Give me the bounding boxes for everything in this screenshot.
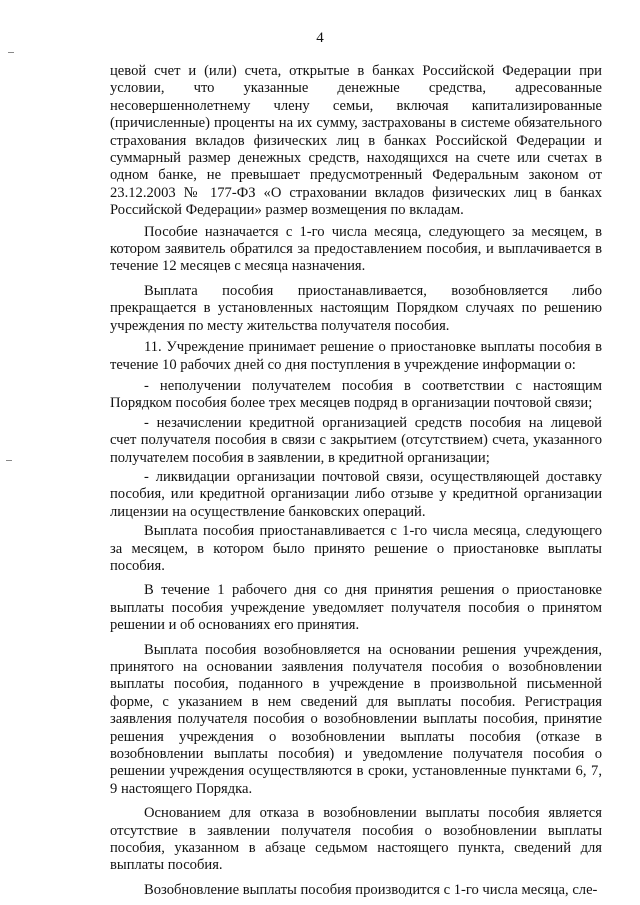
paragraph: Пособие назначается с 1-го числа месяца, следующего за месяцем, в котором заявитель обратился за предоставлением пособия, и выплачивается в течение 12 месяцев с месяца назначения.	[110, 223, 602, 275]
list-item: - неполучении получателем пособия в соответствии с настоящим Порядком пособия более трех месяцев подряд в организации почтовой связи;	[110, 377, 602, 412]
paragraph: Основанием для отказа в возобновлении выплаты пособия является отсутствие в заявлении получателя пособия о возобновлении выплаты пособия, указанном в абзаце седьмом настоящего пункта, сведений для выплаты пособия.	[110, 805, 602, 874]
document-body	[110, 63, 602, 903]
paragraph-section-11: 11. Учреждение принимает решение о приостановке выплаты пособия в течение 10 рабочих дней со дня поступления в учреждение информации о:	[110, 339, 602, 373]
paragraph: В течение 1 рабочего дня со дня принятия решения о приостановке выплаты пособия учреждение уведомляет получателя пособия о принятом решении и об основаниях его принятия.	[110, 582, 602, 634]
list-item: - незачислении кредитной организацией средств пособия на лицевой счет получателя пособия в связи с закрытием (отсутствием) счета, указанного получателем пособия в заявлении, в кредитной организации;	[110, 414, 602, 466]
list-item: - ликвидации организации почтовой связи, осуществляющей доставку пособия, или кредитной организации либо отзыве у кредитной организации лицензии на осуществление банковских операций.	[110, 468, 602, 520]
paragraph-continuation: цевой счет и (или) счета, открытые в банках Российской Федерации при условии, что указанные денежные средства, адресованные несовершеннолетнему члену семьи, включая капитализированные (причисленные) проценты на их сумму, застрахованы в системе обязательного страхования вкладов физических лиц в банках Российской Федерации и суммарный размер денежных средств, находящихся на счете или счетах в одном банке, не превышает предусмотренный Федеральным законом от 23.12.2003 № 177-ФЗ «О страховании вкладов физических лиц в банках Российской Федерации» размер возмещения по вкладам.	[110, 63, 602, 219]
paragraph: Выплата пособия приостанавливается, возобновляется либо прекращается в установленных настоящим Порядком случаях по решению учреждения по месту жительства получателя пособия.	[110, 282, 602, 334]
page-number: 4	[316, 30, 324, 46]
paragraph: Выплата пособия приостанавливается с 1-го числа месяца, следующего за месяцем, в котором было принято решение о приостановке выплаты пособия.	[110, 523, 602, 574]
paragraph: Выплата пособия возобновляется на основании решения учреждения, принятого на основании заявления получателя пособия о возобновлении выплаты пособия, поданного в учреждение в произвольной письменной форме, с указанием в нем сведений для выплаты пособия. Регистрация заявления получателя пособия о возобновлении выплаты пособия, принятие решения учреждения о возобновлении выплаты пособия (отказе в возобновлении выплаты пособия) и уведомление получателя пособия о решении учреждения осуществляются в сроки, установленные пунктами 6, 7, 9 настоящего Порядка.	[110, 641, 602, 797]
scan-artifact	[6, 460, 12, 461]
paragraph: Возобновление выплаты пособия производится с 1-го числа месяца, сле-	[144, 881, 598, 898]
scan-artifact	[8, 52, 14, 53]
